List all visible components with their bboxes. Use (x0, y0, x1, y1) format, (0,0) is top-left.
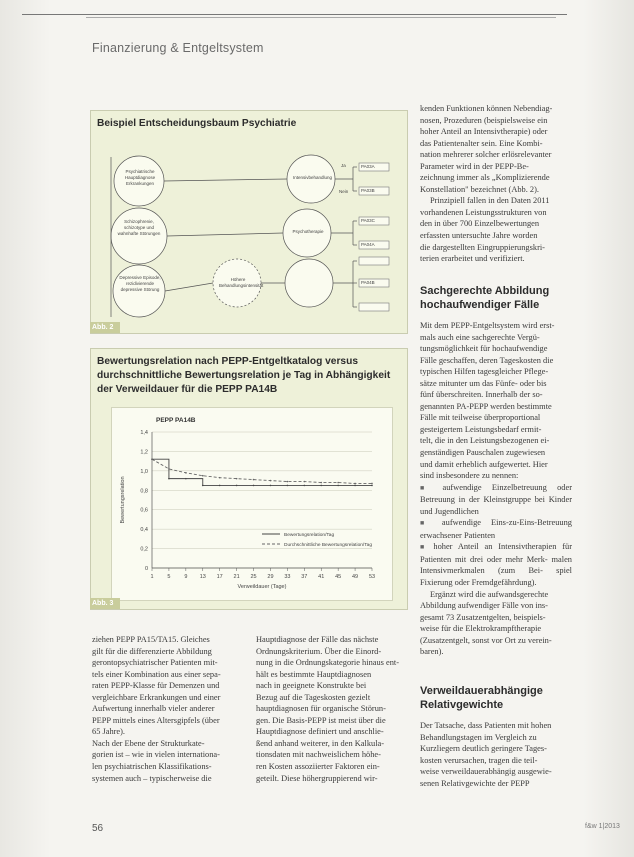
right-line: erfassten untersuchte Jahre worden (420, 231, 538, 241)
right-line: zeichnung immer als „Komplizierende (420, 173, 550, 183)
subhead-hochaufwendig: Sachgerechte Abbildung hochaufwendiger Fälle (420, 285, 550, 311)
running-head: Finanzierung & Entgeltsystem (92, 41, 264, 55)
right-line: Abbildung aufwendiger Fälle von ins- (420, 601, 548, 611)
right-line: genständigen Pauschalen zugewiesen (420, 448, 546, 458)
x-tick-label: 21 (233, 574, 240, 580)
right-line: gesteigertem Leistungsbedarf ermit- (420, 424, 542, 434)
y-tick-label: 0,6 (140, 507, 148, 514)
y-axis-label: Bewertungsrelation (120, 476, 126, 524)
left-line: gorien ist – wie in vielen internationa- (92, 750, 220, 760)
left-line: PEPP mittels eines Altersgipfels (über (92, 715, 220, 725)
branch-yes-1: Ja (341, 163, 346, 168)
left-line: Aufwertung innerhalb vieler anderer (92, 704, 215, 714)
mid-line: Hauptdiagnose definiert und anschlie- (256, 727, 384, 737)
right-line: Parameter wird in der PEPP-Be- (420, 161, 529, 171)
series-line (152, 459, 372, 483)
mid-line: nung in die Ordnungskategorie hinaus ent- (256, 658, 400, 668)
data-point (219, 485, 221, 487)
mid-line: tionsdaten mit nachweislichem höhe- (256, 750, 381, 760)
y-tick-label: 0,4 (140, 527, 148, 534)
right-line: sind insbesondere zu nennen: (420, 471, 519, 481)
right-line: das Patientenalter sein. Eine Kombi- (420, 138, 543, 148)
data-point (151, 458, 153, 460)
data-point (236, 478, 238, 480)
right-line: typischen Hilfen tagesgleicher Pflege- (420, 367, 549, 377)
x-axis-label: Verweildauer (Tage) (237, 584, 287, 590)
right-line: Der Tatsache, dass Patienten mit hohen (420, 721, 552, 730)
data-point (337, 485, 339, 487)
right-line: hoher Anteil an Intensivtherapie) oder (420, 127, 548, 137)
right-line: weise für die Elektrokrampftherapie (420, 624, 542, 634)
y-tick-label: 1,4 (140, 430, 148, 436)
left-line: raten PEPP-Klasse für Demenzen und (92, 681, 220, 691)
right-line: den in über 700 Einzelbewertungen (420, 219, 540, 229)
right-line: kosten verursachen, tragen die teil- (420, 755, 538, 765)
figure-2-title: Bewertungsrelation nach PEPP-Entgeltkatalog versus durchschnittliche Bewertungsrelation je Tag in Abhängigkeit der Verweildauer für die PEPP PA14B (97, 356, 391, 395)
mid-line: Ordnungskriterium. Über die Einord- (256, 646, 382, 656)
chart-panel (111, 407, 393, 601)
y-tick-label: 1,0 (140, 468, 148, 475)
y-tick-label: 0,8 (140, 488, 148, 495)
tree-code-4: PA04A (361, 242, 375, 247)
tree-code-1: PA03A (361, 164, 375, 169)
legend-label: Bewertungsrelation/Tag (284, 533, 335, 538)
x-tick-label: 5 (167, 574, 171, 580)
left-line: gilt für die differenzierte Abbildung (92, 646, 212, 656)
data-point (354, 485, 356, 487)
page-number: 56 (92, 823, 104, 834)
data-point (270, 480, 272, 482)
x-tick-label: 33 (284, 574, 291, 580)
data-point (287, 481, 289, 483)
tree-node-2: Schizophrenie, schizotype und wahnhafte Störungen (117, 219, 161, 236)
left-line: len psychiatrischen Klassifikations- (92, 762, 212, 772)
data-point (168, 478, 170, 480)
data-point (185, 478, 187, 480)
right-line: vorhandenen Leistungsstrukturen von (420, 207, 547, 217)
right-line: genannten PA-PEPP werden bestimmte (420, 401, 552, 411)
right-line: mals auch eine sachgerechte Vergü- (420, 332, 540, 342)
data-point (337, 482, 339, 484)
mid-line: Bezug auf die Tageskosten gezielt (256, 692, 371, 702)
right-line: Mit dem PEPP-Entgeltsystem wird erst- (420, 321, 555, 330)
left-line: tels einer Kombination aus einer sepa- (92, 669, 221, 679)
x-tick-label: 25 (250, 574, 257, 580)
data-point (320, 482, 322, 484)
right-line: weise verweildauerabhängig ausgewie- (420, 767, 552, 777)
right-line: tungsmöglichkeit für hochaufwendige (420, 344, 548, 354)
right-line: gesamt 73 Zusatzentgelten, beispiels- (420, 612, 546, 622)
mid-line: nach in geeignete Konstrukte bei (256, 681, 367, 691)
left-column (92, 634, 244, 784)
data-point (202, 485, 204, 487)
top-rule (22, 14, 567, 15)
bullet-item: ■ aufwendige Eins-zu-Eins-Betreuung erwachsener Patienten (420, 517, 572, 541)
data-point (320, 485, 322, 487)
tree-code-2: PA03B (361, 188, 375, 193)
middle-column (256, 634, 406, 784)
right-line: Kurzliegern deutlich geringere Tages- (420, 744, 547, 754)
tree-mid-node-2: Psychotherapie (292, 229, 324, 234)
data-point (371, 483, 373, 485)
right-line: terien erarbeitet und verifiziert. (420, 254, 525, 264)
data-point (270, 485, 272, 487)
y-tick-label: 1,2 (140, 449, 148, 456)
data-point (371, 485, 373, 487)
right-line: Fälle mit teilweise überproportional (420, 413, 541, 423)
figure-1-title: Beispiel Entscheidungsbaum Psychiatrie (97, 118, 297, 129)
figure-chart-box (90, 348, 408, 610)
figure-decision-tree (90, 110, 408, 334)
right-line: kenden Funktionen können Nebendiag- (420, 104, 553, 113)
x-tick-label: 13 (199, 574, 206, 580)
right-line: Ergänzt wird die aufwandsgerechte (430, 589, 549, 599)
right-line: senen Relativgewichte der PEPP (420, 778, 530, 788)
mid-line: hält es bestimmte Hauptdiagnosen (256, 669, 372, 679)
data-point (219, 477, 221, 479)
tree-node-3: Depressive Episode, rezidivierende depressive Störung (119, 275, 161, 292)
x-tick-label: 1 (150, 574, 154, 580)
chart-svg (112, 408, 392, 600)
bullet-item: ■ aufwendige Einzelbetreuung oder Betreuung in der Kleinstgruppe bei Kinder und Jugendlichen (420, 482, 572, 518)
top-rule-secondary (86, 17, 556, 18)
x-tick-label: 29 (267, 574, 274, 580)
right-line: sätze mitunter um das Fünfe- oder bis (420, 378, 547, 388)
tree-code-5: PA04B (361, 280, 375, 285)
x-tick-label: 41 (318, 574, 325, 580)
right-line: Prinzipiell fallen in den Daten 2011 (430, 196, 550, 206)
right-line: Behandlungstagen im Vergleich zu (420, 732, 537, 742)
data-point (354, 483, 356, 485)
data-point (168, 468, 170, 470)
y-tick-label: 0,2 (140, 546, 148, 553)
data-point (185, 472, 187, 474)
mid-line: hauptdiagnosen für organische Störun- (256, 704, 386, 714)
x-tick-label: 53 (368, 574, 376, 580)
x-tick-label: 45 (335, 574, 342, 580)
tree-mid-node-3: Höhere Behandlungsintensität (219, 277, 264, 288)
left-line: gerontopsychiatrischer Patienten mit- (92, 658, 218, 668)
right-line: nation mehrerer solcher erlösrelevanter (420, 150, 552, 160)
left-line: Nach der Ebene der Strukturkate- (92, 738, 205, 748)
left-line: 65 Jahre). (92, 727, 126, 737)
left-line: ziehen PEPP PA15/TA15. Gleiches (92, 635, 210, 644)
tree-code-3: PA03C (361, 218, 375, 223)
y-tick-label: 0 (144, 566, 148, 572)
data-point (287, 485, 289, 487)
legend-label: Durchschnittliche Bewertungsrelation/Tag (284, 543, 372, 548)
figure-2-tag: Abb. 3 (90, 598, 120, 609)
right-line: fünf überschreiten. Innerhalb der so- (420, 390, 543, 400)
subhead-verweildauer: Verweildauerabhängige Relativgewichte (420, 685, 543, 711)
mid-line: Hauptdiagnose der Fälle das nächste (256, 635, 379, 644)
x-tick-label: 49 (352, 574, 359, 580)
right-line: (Zusatzentgelt, sonst vor Ort zu verein- (420, 635, 552, 645)
right-line: baren). (420, 647, 444, 657)
bullet-item: ■ hoher Anteil an Intensivtherapien für Patienten mit drei oder mehr Merk- malen Intensivmerkmalen (zum Bei- spiel Fixierung oder Fremdgefährdung). (420, 541, 572, 588)
mid-line: ren Kosten assoziierter Faktoren ein- (256, 762, 380, 772)
data-point (253, 479, 255, 481)
right-column-top (420, 103, 572, 265)
right-line: die dargestellten Eingruppierungskri- (420, 242, 545, 252)
data-point (253, 485, 255, 487)
x-tick-label: 17 (216, 574, 223, 580)
data-point (236, 485, 238, 487)
page-reference: f&w 1|2013 (585, 823, 620, 830)
left-line: vergleichbare Erkrankungen und einer (92, 692, 221, 702)
right-line: und damit erheblich aufgewertet. Hier (420, 459, 548, 469)
x-tick-label: 9 (184, 574, 188, 580)
mid-line: geteilt. Diese höhergruppierend wir- (256, 773, 378, 783)
right-line: telt, die in den Leistungsbezogenen ei- (420, 436, 550, 446)
right-column-mid (420, 320, 572, 658)
right-line: Fälle geschaffen, deren Tageskosten die (420, 355, 554, 365)
right-column-bottom (420, 720, 572, 789)
branch-no-1: Nein (339, 189, 349, 194)
right-line: Konstellation" bezeichnet (Abb. 2). (420, 184, 540, 194)
tree-mid-node-1: Intensivbehandlung (293, 175, 333, 180)
left-line: systemen auch – typischerweise die (92, 773, 212, 783)
figure-1-tag: Abb. 2 (90, 322, 120, 333)
chart-title: PEPP PA14B (156, 417, 196, 424)
mid-line: ßend anhand weiterer, in den Kalkula- (256, 738, 385, 748)
data-point (304, 481, 306, 483)
mid-line: gen. Die Basis-PEPP ist meist über die (256, 715, 386, 725)
tree-node-1: Psychiatrische Hauptdiagnose Erkrankungen (124, 169, 156, 186)
data-point (202, 475, 204, 477)
data-point (304, 485, 306, 487)
right-line: nosen, Prozeduren (beispielsweise ein (420, 115, 548, 125)
x-tick-label: 37 (301, 574, 308, 580)
